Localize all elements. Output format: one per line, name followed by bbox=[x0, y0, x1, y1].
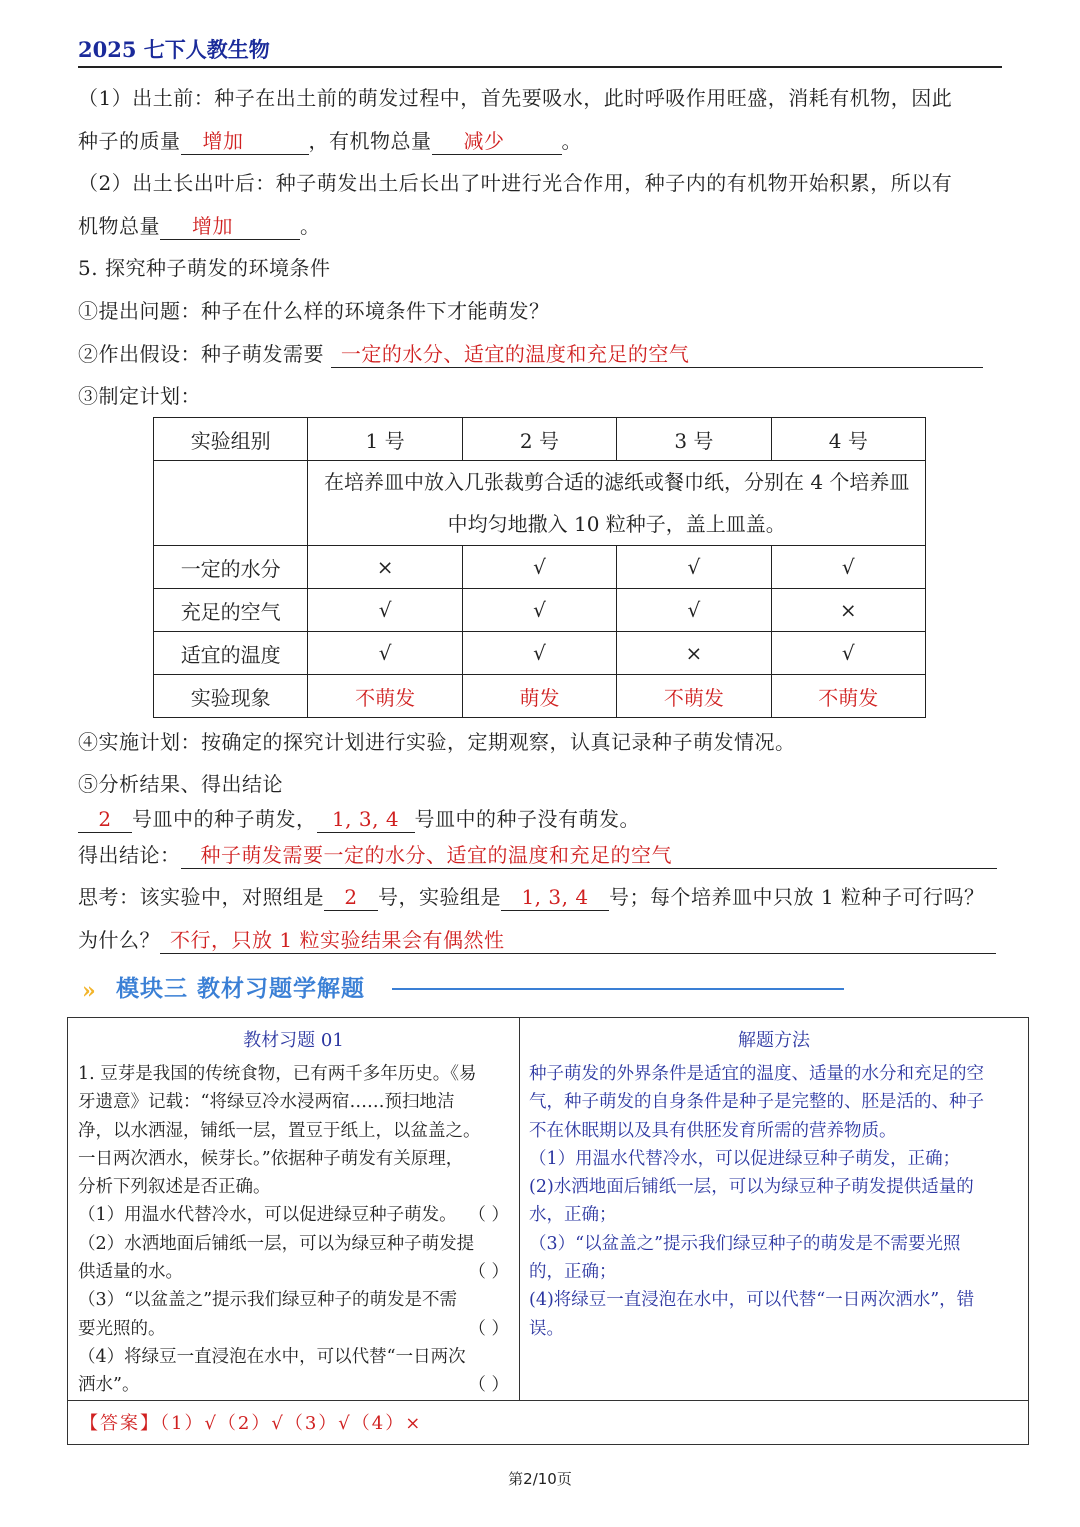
step-hypothesis: ②作出假设：种子萌发需要 一定的水分、适宜的温度和充足的空气 bbox=[78, 340, 983, 368]
page-number: 第2/10页 bbox=[508, 1470, 572, 1488]
exercise-method-column bbox=[520, 1018, 1028, 1400]
table-header-cell: 3 号 bbox=[617, 418, 771, 461]
exercise-title: 教材习题 01 bbox=[243, 1030, 344, 1051]
paragraph-after-emergence-2: 机物总量 增加 。 bbox=[78, 214, 321, 238]
step-question: ①提出问题：种子在什么样的环境条件下才能萌发？ bbox=[78, 299, 550, 323]
exercise-question-text: 1. 豆芽是我国的传统食物，已有两千多年历史。《易 牙遗意》记载：“将绿豆冷水浸两宿……预扫地洁 净，以水洒湿，铺纸一层，置豆于纸上，以盆盖之。 一日两次洒水，候芽长。”依据种子萌发有关原理， 分析下列叙述是否正确。 （1）用温水代替冷水，可以促进绿豆种子萌发。 （ ） （2）水洒地面后铺纸一层，可以为绿豆种子萌发提 供适量的水。 （ ） （3）“以盆盖之”提示我们绿豆种子的萌发是不需 要光照的。 （ ） （4）将绿豆一直浸泡在水中，可以代替“一日两次 洒水”。 （ ） bbox=[78, 1064, 509, 1396]
answer-blank-mass: 增加 bbox=[181, 128, 309, 155]
result-line: 2 号皿中的种子萌发， 1, 3, 4 号皿中的种子没有萌发。 bbox=[78, 805, 640, 833]
table-row: 一定的水分 × √ √ √ bbox=[154, 546, 926, 589]
answer-blank-experimental: 1, 3, 4 bbox=[501, 884, 609, 911]
table-setup-row bbox=[154, 461, 926, 546]
double-chevron-icon: » bbox=[82, 978, 96, 1004]
answer-blank-control: 2 bbox=[324, 884, 378, 911]
answer-blank-organic-2: 增加 bbox=[160, 213, 300, 240]
table-row: 适宜的温度 √ √ × √ bbox=[154, 632, 926, 675]
exercise-item: （1）用温水代替冷水，可以促进绿豆种子萌发。 （ ） bbox=[78, 1205, 509, 1226]
exercise-question-column bbox=[68, 1018, 520, 1400]
module-divider bbox=[392, 988, 844, 990]
answer-blank-organic: 减少 bbox=[432, 128, 562, 155]
answer-blank-why: 不行，只放 1 粒实验结果会有偶然性 bbox=[160, 927, 996, 954]
module-heading bbox=[80, 972, 770, 1006]
paragraph-before-emergence-2: 种子的质量 增加 ，有机物总量 减少 。 bbox=[78, 129, 582, 153]
module-title: 模块三 教材习题学解题 bbox=[116, 976, 366, 1002]
method-title: 解题方法 bbox=[738, 1030, 810, 1051]
answer-row bbox=[68, 1400, 1028, 1445]
table-header-row bbox=[154, 418, 926, 461]
step-implement: ④实施计划：按确定的探究计划进行实验，定期观察，认真记录种子萌发情况。 bbox=[78, 730, 796, 754]
table-header-cell: 4 号 bbox=[771, 418, 925, 461]
table-setup-text: 在培养皿中放入几张裁剪合适的滤纸或餐巾纸，分别在 4 个培养皿中均匀地撒入 10 粒种子，盖上皿盖。 bbox=[308, 461, 926, 546]
think-line: 思考：该实验中，对照组是 2 号，实验组是 1, 3, 4 号；每个培养皿中只放 1 粒种子可行吗？ bbox=[78, 885, 985, 909]
exercise-item: （4）将绿豆一直浸泡在水中，可以代替“一日两次 bbox=[78, 1346, 466, 1367]
paragraph-after-emergence-1: （2）出土长出叶后：种子萌发出土后长出了叶进行光合作用，种子内的有机物开始积累，所以有 bbox=[78, 171, 953, 195]
experiment-table bbox=[153, 417, 926, 718]
exercise-box bbox=[67, 1017, 1029, 1445]
table-header-cell: 1 号 bbox=[308, 418, 462, 461]
answer-blank-conclusion: 种子萌发需要一定的水分、适宜的温度和充足的空气 bbox=[181, 842, 997, 869]
conclusion-line: 得出结论： 种子萌发需要一定的水分、适宜的温度和充足的空气 bbox=[78, 841, 997, 869]
exercise-item: （2）水洒地面后铺纸一层，可以为绿豆种子萌发提 bbox=[78, 1233, 475, 1254]
answer-text: 【答案】（1）√（2）√（3）√（4）× bbox=[80, 1413, 423, 1434]
table-header-cell: 实验组别 bbox=[154, 418, 308, 461]
table-result-row: 实验现象 不萌发 萌发 不萌发 不萌发 bbox=[154, 675, 926, 718]
method-text: 种子萌发的外界条件是适宜的温度、适量的水分和充足的空 气，种子萌发的自身条件是种子是完整的、胚是活的、种子 不在休眠期以及具有供胚发育所需的营养物质。 （1）用温水代替冷水，可以促进绿豆种子萌发，正确； (2)水洒地面后铺纸一层，可以为绿豆种子萌发提供适量的 水，正确； （3）“以盆盖之”提示我们绿豆种子的萌发是不需要光照 的，正确； (4)将绿豆一直浸泡在水中，可以代替“一日两次洒水”，错 误。 bbox=[529, 1064, 984, 1339]
why-line: 为什么？ 不行，只放 1 粒实验结果会有偶然性 bbox=[78, 926, 996, 954]
answer-blank-not-germinated: 1, 3, 4 bbox=[317, 806, 415, 833]
table-header-cell: 2 号 bbox=[462, 418, 616, 461]
exercise-item: （3）“以盆盖之”提示我们绿豆种子的萌发是不需 bbox=[78, 1290, 458, 1311]
header-title: 2025 七下人教生物 bbox=[78, 37, 270, 62]
answer-blank-hypothesis: 一定的水分、适宜的温度和充足的空气 bbox=[331, 341, 983, 368]
page-header bbox=[78, 36, 1002, 68]
section5-heading: 5. 探究种子萌发的环境条件 bbox=[78, 256, 331, 280]
paragraph-before-emergence-1: （1）出土前：种子在出土前的萌发过程中，首先要吸水，此时呼吸作用旺盛，消耗有机物，因此 bbox=[78, 86, 953, 110]
step-analyze: ⑤分析结果、得出结论 bbox=[78, 772, 283, 796]
step-plan: ③制定计划： bbox=[78, 384, 201, 408]
table-row: 充足的空气 √ √ √ × bbox=[154, 589, 926, 632]
answer-blank-germinated: 2 bbox=[78, 806, 132, 833]
